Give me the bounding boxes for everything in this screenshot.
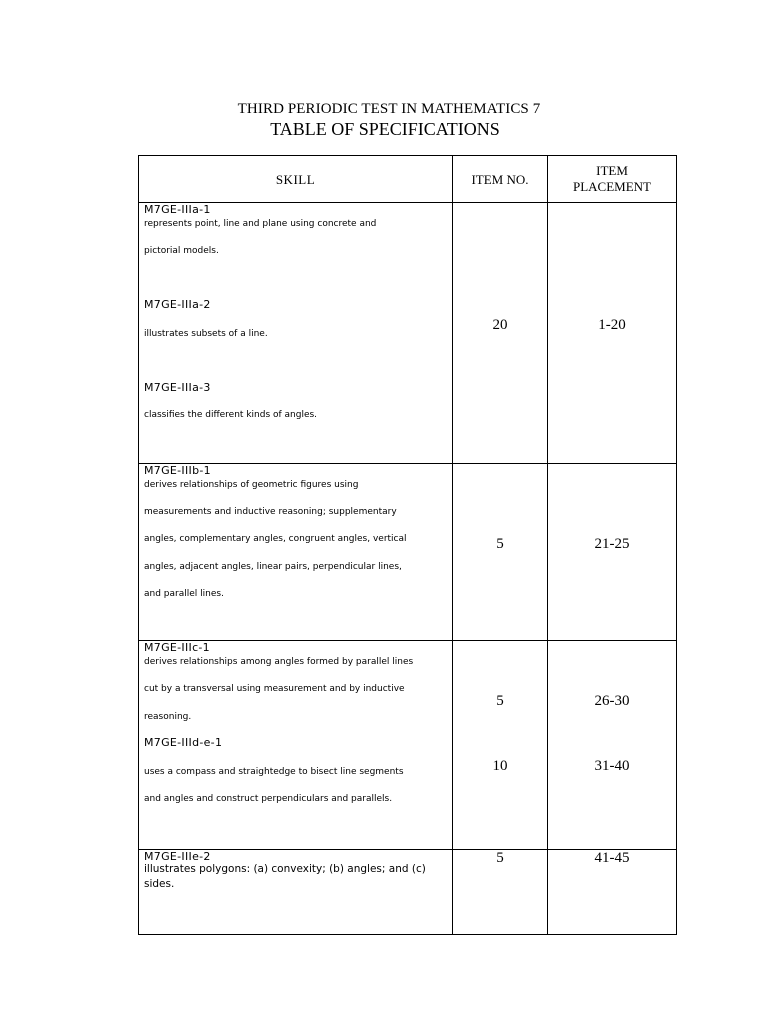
item-placement-cell <box>548 641 677 850</box>
skill-description: cut by a transversal using measurement and by inductive <box>144 684 405 694</box>
document-subtitle: TABLE OF SPECIFICATIONS <box>270 119 500 139</box>
table-row <box>139 850 677 935</box>
item-placement: 31-40 <box>594 758 630 774</box>
table-row <box>139 641 677 850</box>
skill-code: M7GE-IIIc-1 <box>144 641 210 654</box>
item-no-cell <box>453 464 548 641</box>
column-header-skill: SKILL <box>139 156 453 203</box>
skill-description: classifies the different kinds of angles. <box>144 410 318 420</box>
item-placement: 26-30 <box>594 693 630 709</box>
item-count: 20 <box>492 317 508 333</box>
skill-code: M7GE-IIIa-2 <box>144 298 211 311</box>
item-placement-cell <box>548 464 677 641</box>
skill-code: M7GE-IIIb-1 <box>144 464 211 477</box>
column-header-item-no: ITEM NO. <box>453 156 548 203</box>
skill-description: pictorial models. <box>144 246 219 256</box>
item-count: 5 <box>496 850 504 866</box>
skill-description: illustrates polygons: (a) convexity; (b) angles; and (c) sides. <box>144 863 426 890</box>
item-placement: 1-20 <box>598 317 626 333</box>
table-header-row <box>139 156 677 203</box>
item-no-cell <box>453 850 548 935</box>
skill-cell <box>139 641 453 850</box>
skill-description: reasoning. <box>144 712 192 722</box>
table-row <box>139 203 677 464</box>
item-placement: 21-25 <box>594 536 630 552</box>
item-placement-cell <box>548 203 677 464</box>
skill-description: and parallel lines. <box>144 589 224 599</box>
skill-description: angles, adjacent angles, linear pairs, perpendicular lines, <box>144 562 402 572</box>
skill-cell <box>139 203 453 464</box>
skill-code: M7GE-IIIa-3 <box>144 381 211 394</box>
item-count: 5 <box>496 536 504 552</box>
item-no-cell <box>453 203 548 464</box>
item-placement-cell <box>548 850 677 935</box>
skill-description: illustrates subsets of a line. <box>144 329 268 339</box>
column-header-item-placement: ITEM PLACEMENT <box>548 156 677 203</box>
skill-code: M7GE-IIId-e-1 <box>144 736 223 749</box>
skill-description: angles, complementary angles, congruent angles, vertical <box>144 534 407 544</box>
item-placement: 41-45 <box>594 850 630 866</box>
skill-code: M7GE-IIIe-2 <box>144 850 211 863</box>
test-title: THIRD PERIODIC TEST IN MATHEMATICS 7 <box>237 101 541 117</box>
skill-cell <box>139 850 453 935</box>
skill-description: represents point, line and plane using concrete and <box>144 219 377 229</box>
skill-description: measurements and inductive reasoning; supplementary <box>144 507 397 517</box>
skill-code: M7GE-IIIa-1 <box>144 203 211 216</box>
item-count: 5 <box>496 693 504 709</box>
item-no-cell <box>453 641 548 850</box>
skill-description: and angles and construct perpendiculars and parallels. <box>144 794 393 804</box>
table-row <box>139 464 677 641</box>
skill-description: derives relationships of geometric figures using <box>144 480 359 490</box>
skill-description: derives relationships among angles formed by parallel lines <box>144 657 414 667</box>
item-count: 10 <box>492 758 508 774</box>
skill-cell <box>139 464 453 641</box>
specifications-table <box>138 155 677 935</box>
skill-description: uses a compass and straightedge to bisect line segments <box>144 767 404 777</box>
